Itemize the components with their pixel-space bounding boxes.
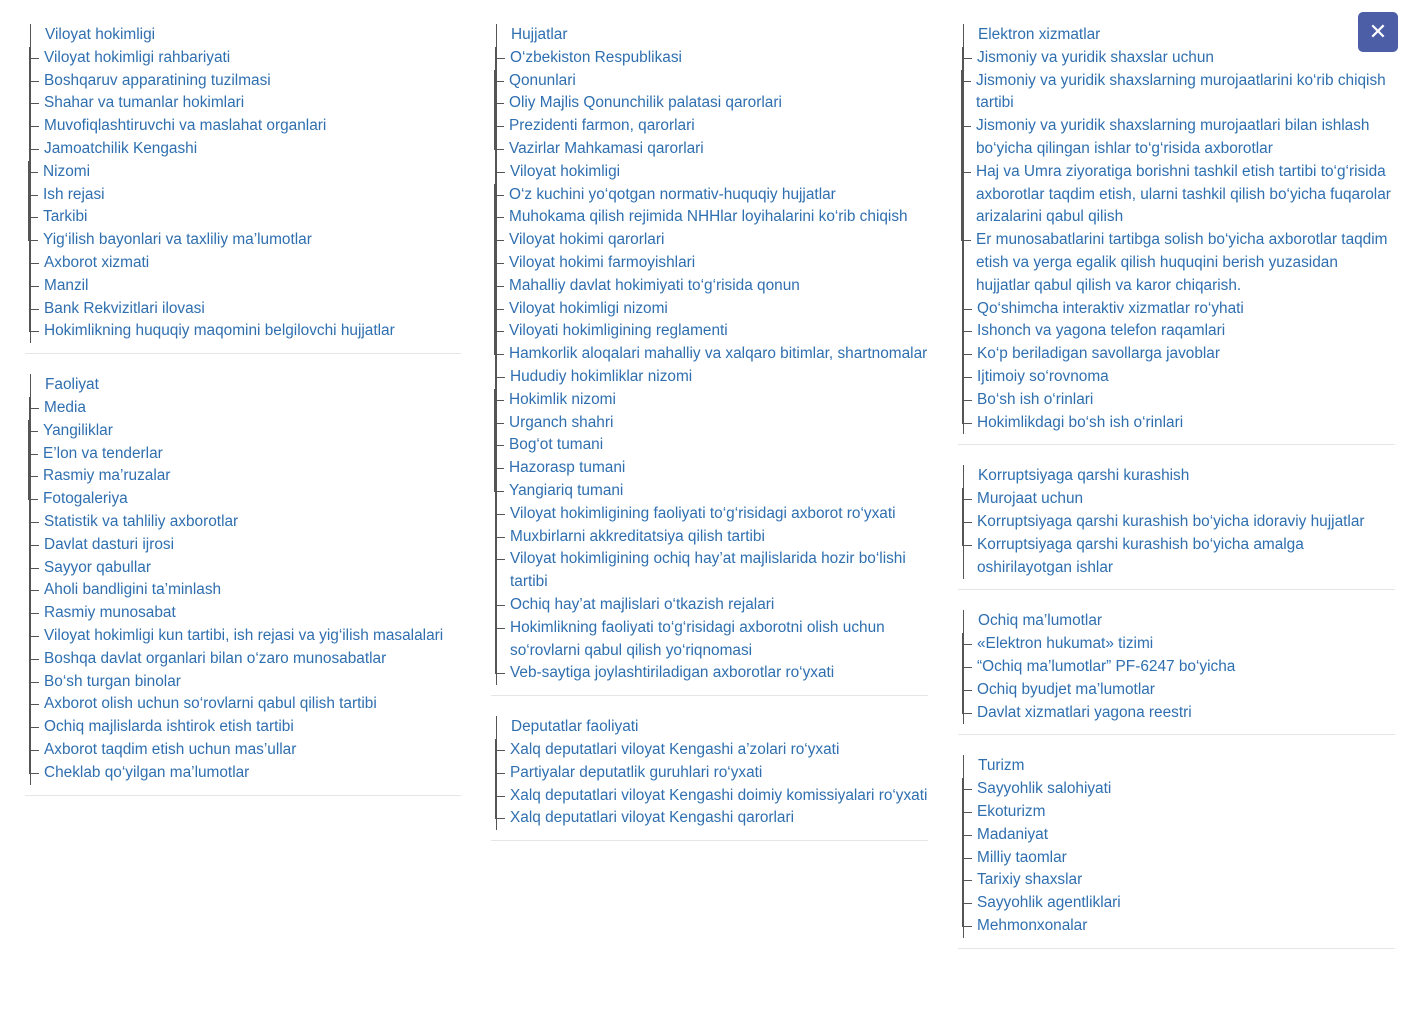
menu-item xyxy=(43,229,461,252)
menu-link-korruptsiyaga-qarshi-kurashish-bo-yicha-amalga-oshirilayotgan-ishlar[interactable]: Korruptsiyaga qarshi kurashish bo‘yicha amalga oshirilayotgan ishlar xyxy=(977,534,1395,580)
menu-link-elektron-hukumat-tizimi[interactable]: «Elektron hukumat» tizimi xyxy=(977,633,1395,656)
menu-item xyxy=(977,534,1395,580)
menu-item xyxy=(510,366,928,503)
menu-item xyxy=(44,47,461,70)
section-title-turizm[interactable]: Turizm xyxy=(978,757,1025,775)
menu-link-rasmiy-ma-ruzalar[interactable]: Rasmiy ma’ruzalar xyxy=(43,465,461,488)
menu-link-cheklab-qo-yilgan-ma-lumotlar[interactable]: Cheklab qo‘yilgan ma’lumotlar xyxy=(44,762,461,785)
menu-item xyxy=(977,915,1395,938)
menu-link-viloyat-hokimligi-kun-tartibi-ish-rejasi-va-yig-ilish-masalalari[interactable]: Viloyat hokimligi kun tartibi, ish rejasi va yig‘ilish masalalari xyxy=(44,625,461,648)
menu-link-haj-va-umra-ziyoratiga-borishni-tashkil-etish-tartibi-to-g-risida-axborotlar-taqdim-etish-ularni-tashkil-qilish-bo-yicha-fuqarolar-arizalarini-qabul-qilish[interactable]: Haj va Umra ziyoratiga borishni tashkil etish tartibi to‘g‘risida axborotlar taqdim etish, ularni tashkil qilish bo‘yicha fuqarolar arizalarini qabul qilish xyxy=(976,161,1395,229)
section-hujjatlar xyxy=(491,24,928,696)
menu-link-hazorasp-tumani[interactable]: Hazorasp tumani xyxy=(509,457,928,480)
menu-link-urganch-shahri[interactable]: Urganch shahri xyxy=(509,412,928,435)
menu-item xyxy=(510,785,928,808)
menu-link-davlat-dasturi-ijrosi[interactable]: Davlat dasturi ijrosi xyxy=(44,534,461,557)
menu-link-hokimlikning-faoliyati-to-g-risidagi-axborotni-olish-uchun-so-rovlarni-qabul-qilish-yo-riqnomasi[interactable]: Hokimlikning faoliyati to‘g‘risidagi axborotni olish uchun so‘rovlarni qabul qilish yo‘riqnomasi xyxy=(510,617,928,663)
section-heading-item xyxy=(511,716,928,830)
submenu xyxy=(29,420,461,511)
section-heading-item xyxy=(511,24,928,685)
menu-link-tarkibi[interactable]: Tarkibi xyxy=(43,206,461,229)
menu-link-tarixiy-shaxslar[interactable]: Tarixiy shaxslar xyxy=(977,869,1395,892)
menu-item xyxy=(976,115,1395,161)
menu-item xyxy=(509,70,928,93)
menu-link-muxbirlarni-akkreditatsiya-qilish-tartibi[interactable]: Muxbirlarni akkreditatsiya qilish tartibi xyxy=(510,526,928,549)
menu-item xyxy=(509,206,928,229)
menu-item xyxy=(510,662,928,685)
menu-item xyxy=(977,389,1395,412)
menu-link-nizomi[interactable]: Nizomi xyxy=(43,161,461,184)
menu-link-shahar-va-tumanlar-hokimlari[interactable]: Shahar va tumanlar hokimlari xyxy=(44,92,461,115)
menu-link-prezidenti-farmon-qarorlari[interactable]: Prezidenti farmon, qarorlari xyxy=(509,115,928,138)
menu-item xyxy=(509,229,928,252)
menu-item xyxy=(509,252,928,275)
menu-item xyxy=(44,252,461,275)
section-title-elektron-xizmatlar[interactable]: Elektron xizmatlar xyxy=(978,26,1101,43)
menu-item xyxy=(509,138,928,161)
menu-link-bo-sh-ish-o-rinlari[interactable]: Bo‘sh ish o‘rinlari xyxy=(977,389,1395,412)
menu-item xyxy=(43,465,461,488)
menu-link-jismoniy-va-yuridik-shaxslarning-murojaatlari-bilan-ishlash-bo-yicha-qilingan-ishlar-to-g-risida-axborotlar[interactable]: Jismoniy va yuridik shaxslarning murojaatlari bilan ishlash bo‘yicha qilingan ishlar to‘g‘risida axborotlar xyxy=(976,115,1395,161)
menu-link-boshqaruv-apparatining-tuzilmasi[interactable]: Boshqaruv apparatining tuzilmasi xyxy=(44,70,461,93)
menu-link-davlat-xizmatlari-yagona-reestri[interactable]: Davlat xizmatlari yagona reestri xyxy=(977,702,1395,725)
menu-link-ochiq-majlislarda-ishtirok-etish-tartibi[interactable]: Ochiq majlislarda ishtirok etish tartibi xyxy=(44,716,461,739)
menu-link-ekoturizm[interactable]: Ekoturizm xyxy=(977,801,1395,824)
menu-link-o-z-kuchini-yo-qotgan-normativ-huquqiy-hujjatlar[interactable]: O‘z kuchini yo‘qotgan normativ-huquqiy hujjatlar xyxy=(509,184,928,207)
menu-link-axborot-xizmati[interactable]: Axborot xizmati xyxy=(44,252,461,275)
menu-item xyxy=(510,161,928,366)
menu-link-sayyor-qabullar[interactable]: Sayyor qabullar xyxy=(44,557,461,580)
menu-link-viloyat-hokimi-farmoyishlari[interactable]: Viloyat hokimi farmoyishlari xyxy=(509,252,928,275)
section-root xyxy=(30,24,461,343)
menu-item xyxy=(44,739,461,762)
menu-link-bank-rekvizitlari-ilovasi[interactable]: Bank Rekvizitlari ilovasi xyxy=(44,298,461,321)
section-title-faoliyat[interactable]: Faoliyat xyxy=(45,376,99,394)
menu-link-ochiq-hay-at-majlislari-o-tkazish-rejalari[interactable]: Ochiq hay’at majlislari o‘tkazish rejalari xyxy=(510,594,928,617)
menu-link-muhokama-qilish-rejimida-nhhlar-loyihalarini-ko-rib-chiqish[interactable]: Muhokama qilish rejimida NHHlar loyihalarini ko‘rib chiqish xyxy=(509,206,928,229)
submenu xyxy=(495,70,928,161)
menu-link-statistik-va-tahliliy-axborotlar[interactable]: Statistik va tahliliy axborotlar xyxy=(44,511,461,534)
menu-item xyxy=(509,434,928,457)
menu-item xyxy=(509,412,928,435)
menu-link-jismoniy-va-yuridik-shaxslarning-murojaatlarini-ko-rib-chiqish-tartibi[interactable]: Jismoniy va yuridik shaxslarning murojaatlarini ko‘rib chiqish tartibi xyxy=(976,70,1395,116)
menu-item xyxy=(44,625,461,648)
menu-link-yangiariq-tumani[interactable]: Yangiariq tumani xyxy=(509,480,928,503)
submenu xyxy=(495,184,928,366)
menu-link-xalq-deputatlari-viloyat-kengashi-doimiy-komissiyalari-ro-yxati[interactable]: Xalq deputatlari viloyat Kengashi doimiy komissiyalari ro‘yxati xyxy=(510,785,928,808)
menu-item xyxy=(44,693,461,716)
menu-link-yig-ilish-bayonlari-va-taxliliy-ma-lumotlar[interactable]: Yig‘ilish bayonlari va taxliliy ma’lumotlar xyxy=(43,229,461,252)
menu-item xyxy=(44,534,461,557)
menu-link-rasmiy-munosabat[interactable]: Rasmiy munosabat xyxy=(44,602,461,625)
submenu xyxy=(495,389,928,503)
section-elektron-xizmatlar xyxy=(958,24,1395,445)
menu-item xyxy=(977,656,1395,679)
menu-item xyxy=(44,298,461,321)
menu-item xyxy=(977,702,1395,725)
section-turizm xyxy=(958,755,1395,948)
sitemap-column-3 xyxy=(958,24,1395,969)
menu-link-viloyat-hokimligining-ochiq-hay-at-majlislarida-hozir-bo-lishi-tartibi[interactable]: Viloyat hokimligining ochiq hay’at majlislarida hozir bo‘lishi tartibi xyxy=(510,548,928,594)
menu-link-xalq-deputatlari-viloyat-kengashi-a-zolari-ro-yxati[interactable]: Xalq deputatlari viloyat Kengashi a’zolari ro‘yxati xyxy=(510,739,928,762)
menu-link-vazirlar-mahkamasi-qarorlari[interactable]: Vazirlar Mahkamasi qarorlari xyxy=(509,138,928,161)
submenu xyxy=(496,739,928,830)
section-title-deputatlar-faoliyati[interactable]: Deputatlar faoliyati xyxy=(511,718,639,736)
menu-item xyxy=(44,70,461,93)
menu-link-ochiq-ma-lumotlar-pf-6247-bo-yicha[interactable]: “Ochiq ma’lumotlar” PF-6247 bo‘yicha xyxy=(977,656,1395,679)
section-root xyxy=(963,610,1395,724)
menu-item xyxy=(977,824,1395,847)
submenu xyxy=(30,47,461,343)
menu-link-jismoniy-va-yuridik-shaxslar-uchun[interactable]: Jismoniy va yuridik shaxslar uchun xyxy=(977,47,1395,70)
submenu xyxy=(30,397,461,785)
section-root xyxy=(963,24,1395,434)
menu-link-qonunlari[interactable]: Qonunlari xyxy=(509,70,928,93)
menu-item xyxy=(44,115,461,138)
menu-item xyxy=(44,275,461,298)
menu-link-murojaat-uchun[interactable]: Murojaat uchun xyxy=(977,488,1395,511)
menu-item xyxy=(510,503,928,526)
menu-link-mahalliy-davlat-hokimiyati-to-g-risida-qonun[interactable]: Mahalliy davlat hokimiyati to‘g‘risida qonun xyxy=(509,275,928,298)
submenu xyxy=(963,633,1395,724)
menu-item xyxy=(44,557,461,580)
menu-link-madaniyat[interactable]: Madaniyat xyxy=(977,824,1395,847)
menu-item xyxy=(509,320,928,343)
section-deputatlar-faoliyati xyxy=(491,716,928,841)
menu-item xyxy=(44,648,461,671)
menu-item xyxy=(977,366,1395,389)
menu-link-yangiliklar[interactable]: Yangiliklar xyxy=(43,420,461,443)
menu-link-manzil[interactable]: Manzil xyxy=(44,275,461,298)
menu-item xyxy=(976,70,1395,116)
menu-item xyxy=(43,443,461,466)
section-ochiq-ma-lumotlar xyxy=(958,610,1395,735)
menu-link-ijtimoiy-so-rovnoma[interactable]: Ijtimoiy so‘rovnoma xyxy=(977,366,1395,389)
menu-link-bo-sh-turgan-binolar[interactable]: Bo‘sh turgan binolar xyxy=(44,671,461,694)
section-heading-item xyxy=(978,465,1395,579)
menu-item xyxy=(509,184,928,207)
close-button[interactable] xyxy=(1358,12,1398,52)
menu-item xyxy=(510,617,928,663)
menu-item xyxy=(509,480,928,503)
menu-item xyxy=(43,206,461,229)
menu-link-jamoatchilik-kengashi[interactable]: Jamoatchilik Kengashi xyxy=(44,138,461,161)
menu-link-o-zbekiston-respublikasi[interactable]: O‘zbekiston Respublikasi xyxy=(510,47,928,70)
sitemap-column-2 xyxy=(491,24,928,861)
menu-link-sayyohlik-agentliklari[interactable]: Sayyohlik agentliklari xyxy=(977,892,1395,915)
menu-link-viloyat-hokimligi-nizomi[interactable]: Viloyat hokimligi nizomi xyxy=(509,298,928,321)
menu-link-mehmonxonalar[interactable]: Mehmonxonalar xyxy=(977,915,1395,938)
section-heading-item xyxy=(978,610,1395,724)
menu-item xyxy=(43,184,461,207)
menu-link-hokimlikning-huquqiy-maqomini-belgilovchi-hujjatlar[interactable]: Hokimlikning huquqiy maqomini belgilovchi hujjatlar xyxy=(44,320,461,343)
menu-item xyxy=(44,762,461,785)
menu-item xyxy=(977,488,1395,511)
menu-link-qo-shimcha-interaktiv-xizmatlar-ro-yhati[interactable]: Qo‘shimcha interaktiv xizmatlar ro‘yhati xyxy=(977,298,1395,321)
menu-link-aholi-bandligini-ta-minlash[interactable]: Aholi bandligini ta’minlash xyxy=(44,579,461,602)
menu-link-hududiy-hokimliklar-nizomi[interactable]: Hududiy hokimliklar nizomi xyxy=(510,366,928,389)
menu-item xyxy=(977,298,1395,321)
section-title-hujjatlar[interactable]: Hujjatlar xyxy=(511,26,568,43)
menu-item xyxy=(509,343,928,366)
submenu xyxy=(962,70,1395,298)
menu-link-muvofiqlashtiruvchi-va-maslahat-organlari[interactable]: Muvofiqlashtiruvchi va maslahat organlari xyxy=(44,115,461,138)
menu-link-ishonch-va-yagona-telefon-raqamlari[interactable]: Ishonch va yagona telefon raqamlari xyxy=(977,320,1395,343)
menu-item xyxy=(977,869,1395,892)
menu-item xyxy=(976,229,1395,297)
menu-link-xalq-deputatlari-viloyat-kengashi-qarorlari[interactable]: Xalq deputatlari viloyat Kengashi qarorlari xyxy=(510,807,928,830)
menu-item xyxy=(510,548,928,594)
menu-item xyxy=(44,320,461,343)
menu-link-ko-p-beriladigan-savollarga-javoblar[interactable]: Ko‘p beriladigan savollarga javoblar xyxy=(977,343,1395,366)
menu-link-korruptsiyaga-qarshi-kurashish-bo-yicha-idoraviy-hujjatlar[interactable]: Korruptsiyaga qarshi kurashish bo‘yicha idoraviy hujjatlar xyxy=(977,511,1395,534)
menu-item xyxy=(510,526,928,549)
section-viloyat-hokimligi xyxy=(25,24,461,354)
menu-item xyxy=(44,602,461,625)
menu-item xyxy=(509,275,928,298)
menu-item xyxy=(509,457,928,480)
menu-item xyxy=(509,389,928,412)
menu-link-axborot-olish-uchun-so-rovlarni-qabul-qilish-tartibi[interactable]: Axborot olish uchun so‘rovlarni qabul qilish tartibi xyxy=(44,693,461,716)
menu-link-viloyati-hokimligining-reglamenti[interactable]: Viloyati hokimligining reglamenti xyxy=(509,320,928,343)
menu-item xyxy=(510,807,928,830)
section-heading-item xyxy=(978,755,1395,937)
menu-item xyxy=(510,594,928,617)
menu-item xyxy=(977,801,1395,824)
menu-item xyxy=(509,92,928,115)
menu-link-ish-rejasi[interactable]: Ish rejasi xyxy=(43,184,461,207)
menu-link-viloyat-hokimligi[interactable]: Viloyat hokimligi xyxy=(510,161,928,184)
menu-item xyxy=(44,511,461,534)
section-root xyxy=(30,374,461,784)
section-heading-item xyxy=(45,374,461,784)
menu-item xyxy=(44,397,461,511)
section-title-viloyat-hokimligi[interactable]: Viloyat hokimligi xyxy=(45,26,156,43)
menu-item xyxy=(43,420,461,443)
menu-item xyxy=(977,633,1395,656)
menu-link-bog-ot-tumani[interactable]: Bog‘ot tumani xyxy=(509,434,928,457)
menu-item xyxy=(44,671,461,694)
menu-link-boshqa-davlat-organlari-bilan-o-zaro-munosabatlar[interactable]: Boshqa davlat organlari bilan o‘zaro munosabatlar xyxy=(44,648,461,671)
menu-item xyxy=(43,488,461,511)
submenu xyxy=(963,778,1395,938)
section-heading-item xyxy=(978,24,1395,434)
section-title-ochiq-ma-lumotlar[interactable]: Ochiq ma’lumotlar xyxy=(978,612,1103,630)
menu-link-viloyat-hokimligining-faoliyati-to-g-risidagi-axborot-ro-yxati[interactable]: Viloyat hokimligining faoliyati to‘g‘risidagi axborot ro‘yxati xyxy=(510,503,928,526)
submenu xyxy=(963,488,1395,579)
menu-link-partiyalar-deputatlik-guruhlari-ro-yxati[interactable]: Partiyalar deputatlik guruhlari ro‘yxati xyxy=(510,762,928,785)
menu-link-axborot-taqdim-etish-uchun-mas-ullar[interactable]: Axborot taqdim etish uchun mas’ullar xyxy=(44,739,461,762)
menu-item xyxy=(977,412,1395,435)
menu-item xyxy=(977,847,1395,870)
menu-item xyxy=(44,716,461,739)
menu-link-fotogaleriya[interactable]: Fotogaleriya xyxy=(43,488,461,511)
section-faoliyat xyxy=(25,374,461,795)
menu-item xyxy=(43,161,461,184)
menu-item xyxy=(977,47,1395,298)
menu-item xyxy=(976,161,1395,229)
menu-item xyxy=(977,320,1395,343)
menu-item xyxy=(977,511,1395,534)
menu-item xyxy=(510,762,928,785)
menu-item xyxy=(510,47,928,161)
menu-link-oliy-majlis-qonunchilik-palatasi-qarorlari[interactable]: Oliy Majlis Qonunchilik palatasi qarorlari xyxy=(509,92,928,115)
menu-item xyxy=(510,739,928,762)
menu-link-media[interactable]: Media xyxy=(44,397,461,420)
submenu xyxy=(496,47,928,685)
menu-link-milliy-taomlar[interactable]: Milliy taomlar xyxy=(977,847,1395,870)
menu-link-hamkorlik-aloqalari-mahalliy-va-xalqaro-bitimlar-shartnomalar[interactable]: Hamkorlik aloqalari mahalliy va xalqaro bitimlar, shartnomalar xyxy=(509,343,928,366)
menu-link-hokimlik-nizomi[interactable]: Hokimlik nizomi xyxy=(509,389,928,412)
section-root xyxy=(496,24,928,685)
menu-item xyxy=(977,892,1395,915)
menu-item xyxy=(44,138,461,252)
section-root xyxy=(963,755,1395,937)
submenu xyxy=(29,161,461,252)
menu-link-sayyohlik-salohiyati[interactable]: Sayyohlik salohiyati xyxy=(977,778,1395,801)
menu-link-viloyat-hokimi-qarorlari[interactable]: Viloyat hokimi qarorlari xyxy=(509,229,928,252)
section-heading-item xyxy=(45,24,461,343)
menu-item xyxy=(977,778,1395,801)
menu-item xyxy=(44,92,461,115)
menu-link-viloyat-hokimligi-rahbariyati[interactable]: Viloyat hokimligi rahbariyati xyxy=(44,47,461,70)
section-root xyxy=(963,465,1395,579)
menu-link-veb-saytiga-joylashtiriladigan-axborotlar-ro-yxati[interactable]: Veb-saytiga joylashtiriladigan axborotlar ro‘yxati xyxy=(510,662,928,685)
menu-item xyxy=(977,679,1395,702)
section-root xyxy=(496,716,928,830)
submenu xyxy=(963,47,1395,435)
section-title-korruptsiyaga-qarshi-kurashish[interactable]: Korruptsiyaga qarshi kurashish xyxy=(978,467,1190,485)
menu-item xyxy=(509,115,928,138)
menu-link-e-lon-va-tenderlar[interactable]: E’lon va tenderlar xyxy=(43,443,461,466)
menu-link-ochiq-byudjet-ma-lumotlar[interactable]: Ochiq byudjet ma’lumotlar xyxy=(977,679,1395,702)
menu-link-hokimlikdagi-bo-sh-ish-o-rinlari[interactable]: Hokimlikdagi bo‘sh ish o‘rinlari xyxy=(977,412,1395,435)
menu-link-er-munosabatlarini-tartibga-solish-bo-yicha-axborotlar-taqdim-etish-va-yerga-egalik-qilish-huquqini-berish-yuzasidan-hujjatlar-qabul-qilish-va-karor-chiqarish[interactable]: Er munosabatlarini tartibga solish bo‘yicha axborotlar taqdim etish va yerga egalik qilish huquqini berish yuzasidan hujjatlar qabul qilish va karor chiqarish. xyxy=(976,229,1395,297)
menu-item xyxy=(509,298,928,321)
close-icon: ✕ xyxy=(1368,19,1388,44)
menu-item xyxy=(44,579,461,602)
section-korruptsiyaga-qarshi-kurashish xyxy=(958,465,1395,590)
menu-item xyxy=(977,343,1395,366)
sitemap-column-1 xyxy=(25,24,461,816)
